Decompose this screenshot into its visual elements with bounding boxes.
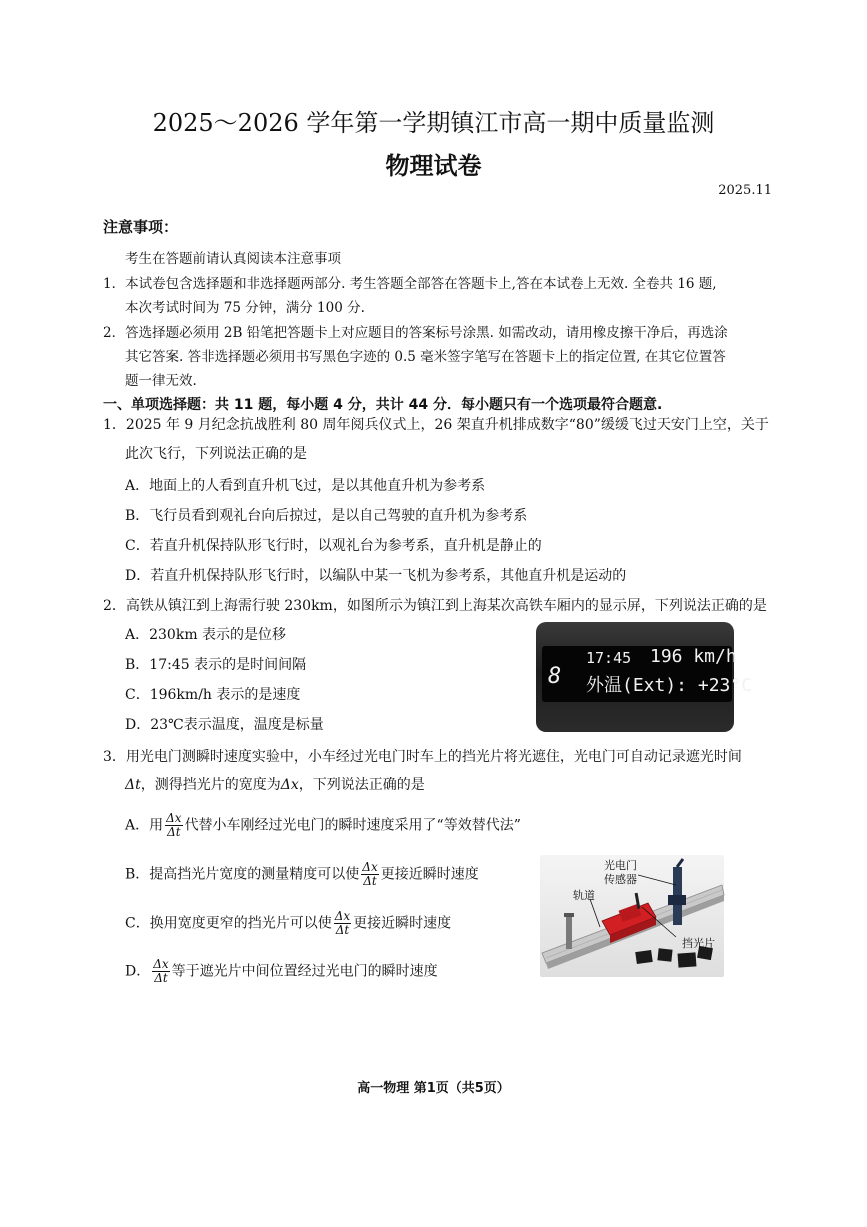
fraction-dx-dt [165, 812, 182, 839]
fraction-denominator: Δt [363, 874, 377, 888]
question-2-option-d: D．23℃表示温度，温度是标量 [125, 717, 324, 733]
exam-title: 2025～2026 学年第一学期镇江市高一期中质量监测 [152, 109, 715, 137]
question-1-option-a: A．地面上的人看到直升机飞过，是以其他直升机为参考系 [125, 478, 486, 494]
option-d-suffix: 等于遮光片中间位置经过光电门的瞬时速度 [171, 963, 438, 980]
page-footer: 高一物理 第1页（共5页） [357, 1081, 510, 1096]
fraction-dx-dt [361, 861, 378, 888]
question-3-option-a [125, 812, 521, 839]
option-a-suffix: 代替小车刚经过光电门的瞬时速度采用了“等效替代法” [184, 817, 521, 834]
fraction-dx-dt [334, 910, 351, 937]
option-a-prefix: A．用 [125, 817, 164, 834]
led-car-number: 8 [548, 664, 562, 689]
led-time: 17:45 [586, 649, 632, 667]
notice-item-2: 2．答选择题必须用 2B 铅笔把答题卡上对应题目的答案标号涂黑. 如需改动，请用橡皮擦干净后，再选涂 [103, 325, 728, 341]
stem-mid-text: ，测得挡光片的宽度为 [140, 777, 281, 793]
train-display-photo [536, 622, 753, 732]
question-3-option-b [125, 861, 479, 888]
notice-item-1: 1．本试卷包含选择题和非选择题两部分. 考生答题全部答在答题卡上,答在本试卷上无效. 全卷共 16 题, [103, 276, 717, 292]
exam-subtitle: 物理试卷 [385, 151, 482, 180]
question-3-option-c [125, 910, 451, 937]
question-2-option-c: C．196km/h 表示的是速度 [125, 687, 301, 703]
delta-t-symbol: Δt [125, 777, 141, 793]
photogate-apparatus-figure [540, 855, 724, 977]
question-3-stem-cont [125, 774, 425, 796]
option-c-prefix: C．换用宽度更窄的挡光片可以使 [125, 915, 332, 932]
label-photogate: 光电门 [604, 859, 637, 872]
option-c-suffix: 更接近瞬时速度 [353, 915, 452, 932]
notice-item-2-cont: 其它答案. 答非选择题必须用书写黑色字迹的 0.5 毫米签字笔写在答题卡上的指定位置, 在其它位置答 [125, 349, 726, 365]
led-speed: 196 km/h [650, 646, 737, 667]
stem-end-text: ，下列说法正确的是 [298, 777, 425, 793]
question-1-option-d: D．若直升机保持队形飞行时，以编队中某一飞机为参考系，其他直升机是运动的 [125, 568, 627, 584]
question-3-option-d [125, 958, 438, 985]
question-3-stem: 3．用光电门测瞬时速度实验中，小车经过光电门时车上的挡光片将光遮住，光电门可自动记录遮光时间 [103, 749, 742, 765]
question-1-stem: 1．2025 年 9 月纪念抗战胜利 80 周年阅兵仪式上，26 架直升机排成数字“80”缓缓飞过天安门上空，关于 [103, 417, 769, 433]
fraction-numerator: Δx [153, 957, 169, 971]
fraction-denominator: Δt [335, 923, 350, 937]
option-b-prefix: B．提高挡光片宽度的测量精度可以使 [125, 866, 360, 883]
fraction-numerator: Δx [362, 860, 378, 874]
led-screen [542, 646, 753, 702]
exam-date: 2025.11 [718, 183, 772, 198]
fraction-numerator: Δx [334, 909, 351, 923]
option-d-prefix: D． [125, 963, 151, 980]
option-b-suffix: 更接近瞬时速度 [380, 866, 479, 883]
delta-x-symbol: Δx [280, 777, 299, 793]
fraction-denominator: Δt [154, 971, 168, 985]
fraction-dx-dt [152, 958, 169, 985]
question-1-option-c: C．若直升机保持队形飞行时，以观礼台为参考系，直升机是静止的 [125, 538, 542, 554]
fraction-denominator: Δt [167, 825, 181, 839]
fraction-numerator: Δx [166, 811, 182, 825]
question-1-option-b: B．飞行员看到观礼台向后掠过，是以自己驾驶的直升机为参考系 [125, 508, 528, 524]
label-sensor: 传感器 [604, 873, 637, 886]
label-shading-plate: 挡光片 [682, 937, 715, 950]
question-2-option-b: B．17:45 表示的是时间间隔 [125, 657, 307, 673]
label-track: 轨道 [573, 889, 595, 902]
section-heading: 一、单项选择题：共 11 题，每小题 4 分，共计 44 分．每小题只有一个选项最符合题意. [103, 397, 663, 413]
question-2-stem: 2．高铁从镇江到上海需行驶 230km，如图所示为镇江到上海某次高铁车厢内的显示屏，下列说法正确的是 [103, 598, 767, 614]
question-1-stem-cont: 此次飞行，下列说法正确的是 [125, 446, 307, 462]
notice-intro: 考生在答题前请认真阅读本注意事项 [125, 251, 341, 267]
led-temperature: 外温(Ext): +23°C [586, 675, 753, 696]
notice-item-1-cont: 本次考试时间为 75 分钟，满分 100 分. [125, 300, 365, 316]
question-2-option-a: A．230km 表示的是位移 [125, 627, 287, 643]
notice-heading: 注意事项： [103, 218, 179, 236]
notice-item-2-cont2: 题一律无效. [125, 373, 197, 389]
